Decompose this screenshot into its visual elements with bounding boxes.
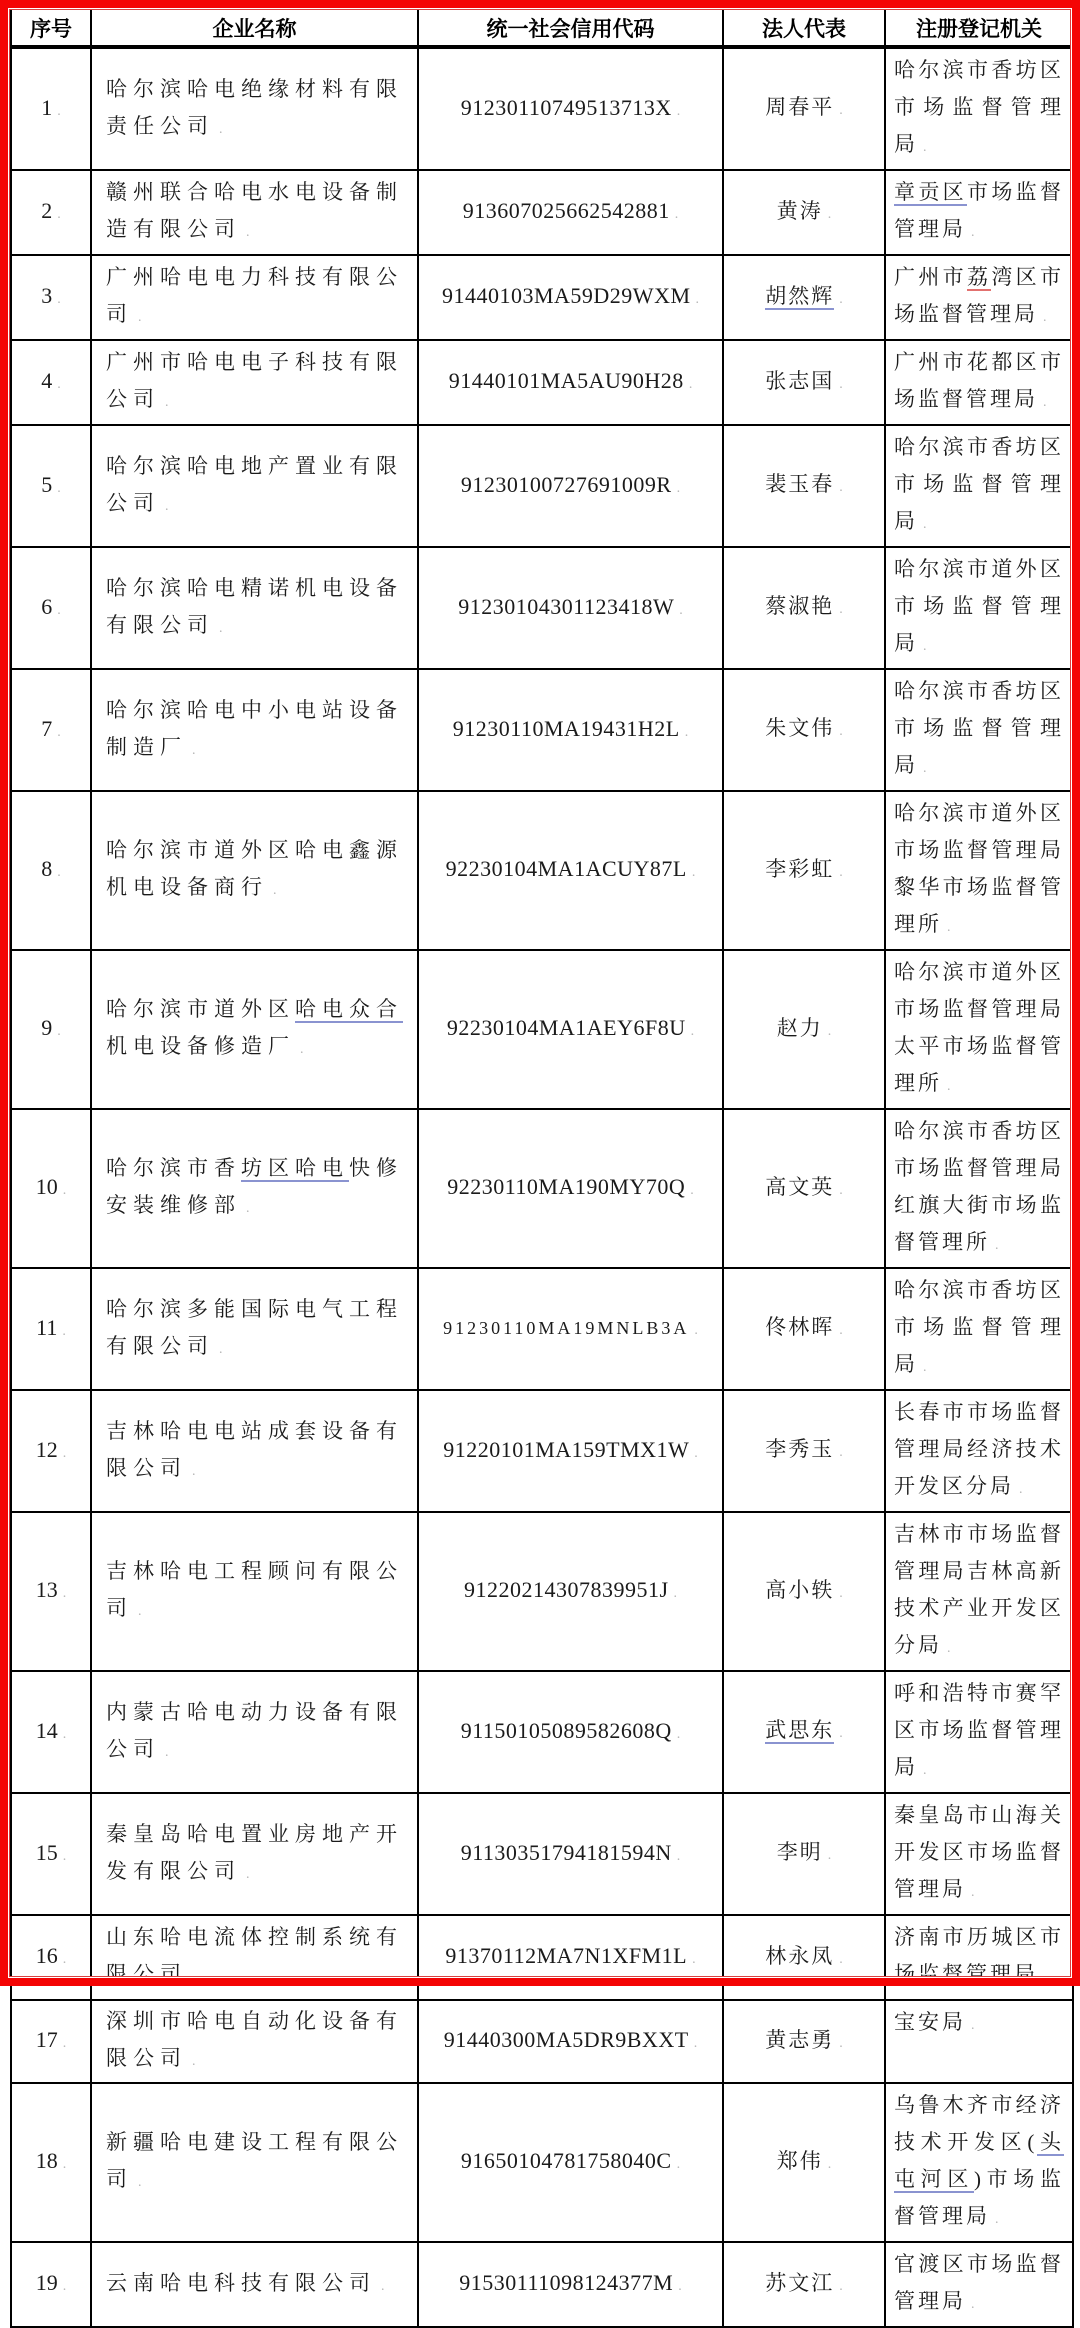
registration-authority (894, 557, 1064, 655)
company-name (106, 265, 403, 326)
registration-authority (894, 265, 1064, 326)
table-row (11, 547, 1073, 669)
cell-registration-authority (885, 950, 1073, 1109)
cell-serial-number (11, 47, 91, 170)
serial-number: 15 . (36, 1840, 67, 1865)
text-segment: 郑伟 (776, 2148, 823, 2173)
cell-legal-representative (723, 1512, 885, 1671)
text-segment: 广州市哈电电子科技有限公司 (106, 350, 403, 411)
text-segment: 哈尔滨哈电中小电站设备制造厂 (106, 697, 403, 759)
cell-serial-number (11, 1512, 91, 1671)
cell-serial-number (11, 1390, 91, 1512)
company-name (106, 350, 403, 411)
cell-credit-code (418, 547, 723, 669)
text-segment: 高文英 (765, 1174, 835, 1199)
cell-serial-number (11, 669, 91, 791)
cell-legal-representative (723, 2242, 885, 2327)
text-segment: 林永凤 (765, 1943, 835, 1968)
table-row (11, 791, 1073, 950)
table-row (11, 950, 1073, 1109)
text-segment: 宝安局 (894, 2010, 966, 2034)
cell-legal-representative (723, 2083, 885, 2242)
text-segment: 哈尔滨市香坊区市场监督管理局 (894, 679, 1064, 777)
cell-serial-number (11, 547, 91, 669)
column-header-3: 法人代表 (723, 9, 885, 47)
text-segment: 广州市花都区市场监督管理局 (894, 350, 1064, 411)
column-header-4: 注册登记机关 (885, 9, 1073, 47)
text-segment: 李明 (776, 1840, 823, 1864)
credit-code: 91230110749513713X . (461, 95, 681, 120)
legal-representative (765, 1315, 843, 1339)
cell-registration-authority (885, 2242, 1073, 2327)
credit-code: 91230100727691009R . (461, 472, 680, 497)
cell-registration-authority (885, 1671, 1073, 1793)
legal-representative (765, 1944, 843, 1968)
registration-authority (894, 2252, 1064, 2313)
cell-registration-authority (885, 47, 1073, 170)
cell-registration-authority (885, 791, 1073, 950)
cell-company-name (91, 950, 418, 1109)
text-segment: 秦皇岛市山海关开发区市场监督管理局 (894, 1803, 1064, 1901)
underlined-text-segment: 武思东 (765, 1718, 835, 1742)
credit-code: 91220214307839951J . (464, 1577, 677, 1602)
cell-serial-number (11, 170, 91, 255)
cell-credit-code (418, 1109, 723, 1268)
cell-credit-code (418, 791, 723, 950)
serial-number: 11 . (36, 1315, 66, 1340)
underlined-text-segment: 哈电众合 (295, 997, 403, 1021)
cell-serial-number (11, 2000, 91, 2083)
legal-representative (765, 284, 843, 308)
registration-authority (894, 180, 1064, 241)
cell-serial-number (11, 1915, 91, 2000)
text-segment: 哈尔滨市道外区市场监督管理局太平市场监督管理所 (894, 960, 1064, 1095)
credit-code: 91530111098124377M . (459, 2270, 681, 2295)
text-segment: 深圳市哈电自动化设备有限公司 (106, 2009, 403, 2070)
table-header-row (11, 9, 1073, 47)
text-segment: 吉林哈电工程顾问有限公司 (106, 1559, 403, 1620)
text-segment: 湾区市场监督管理局 (894, 265, 1065, 326)
company-name (106, 1419, 403, 1480)
credit-code: 91370112MA7N1XFM1L . (445, 1943, 695, 1968)
text-segment: 赣州联合哈电水电设备制造有限公司 (106, 180, 403, 241)
text-segment: 哈尔滨市道外区哈电鑫源机电设备商行 (106, 838, 403, 899)
registration-authority (894, 1925, 1064, 1986)
credit-code: 91440300MA5DR9BXXT . (444, 2027, 697, 2052)
legal-representative (765, 2028, 843, 2052)
legal-representative (765, 1718, 843, 1742)
underlined-text-segment: 章贡区 (894, 180, 967, 204)
text-segment: 哈尔滨市香坊区市场监督管理局 (894, 58, 1064, 156)
text-segment: 济南市历城区市场监督管理局 (894, 1925, 1064, 1986)
text-segment: 机电设备修造厂 (106, 1034, 295, 1058)
cell-legal-representative (723, 340, 885, 425)
table-row (11, 255, 1073, 340)
text-segment: 哈尔滨哈电地产置业有限公司 (106, 453, 403, 515)
legal-representative (765, 594, 843, 618)
table-row (11, 1109, 1073, 1268)
column-header-1: 企业名称 (91, 9, 418, 47)
legal-representative (777, 199, 832, 223)
legal-representative (765, 369, 843, 393)
underlined-text-segment: 荔 (967, 265, 992, 289)
text-segment: 快修安装维修部 (106, 1156, 403, 1217)
cell-credit-code (418, 340, 723, 425)
legal-representative (765, 472, 843, 496)
serial-number: 8 . (41, 856, 61, 881)
credit-code: 91230110MA19431H2L . (453, 716, 688, 741)
cell-credit-code (418, 1512, 723, 1671)
cell-registration-authority (885, 1268, 1073, 1390)
company-name (106, 180, 403, 241)
cell-company-name (91, 1390, 418, 1512)
text-segment: 乌鲁木齐市经济技术开发区( (894, 2093, 1064, 2154)
cell-registration-authority (885, 170, 1073, 255)
text-segment: 广州哈电电力科技有限公司 (106, 265, 403, 326)
cell-company-name (91, 669, 418, 791)
company-name (106, 576, 403, 637)
text-segment: 市场监督管理局 (894, 180, 1064, 241)
table-row (11, 1390, 1073, 1512)
cell-company-name (91, 547, 418, 669)
column-header-0: 序号 (11, 9, 91, 47)
serial-number: 2 . (41, 198, 61, 223)
cell-company-name (91, 791, 418, 950)
serial-number: 5 . (41, 472, 61, 497)
cell-serial-number (11, 791, 91, 950)
table-row (11, 170, 1073, 255)
serial-number: 1 . (41, 95, 61, 120)
cell-credit-code (418, 669, 723, 791)
cell-company-name (91, 1915, 418, 2000)
serial-number: 18 . (36, 2148, 67, 2173)
text-segment: 高小轶 (765, 1577, 835, 1602)
company-name (106, 2271, 385, 2295)
cell-credit-code (418, 1671, 723, 1793)
cell-registration-authority (885, 1109, 1073, 1268)
credit-code: 913607025662542881 . (463, 198, 679, 223)
company-name (106, 2130, 403, 2191)
cell-company-name (91, 2000, 418, 2083)
registration-authority (894, 1522, 1064, 1657)
registration-authority (894, 801, 1064, 936)
company-name (106, 1156, 403, 1217)
serial-number: 7 . (41, 716, 61, 741)
cell-legal-representative (723, 791, 885, 950)
company-name (106, 1822, 403, 1883)
cell-registration-authority (885, 547, 1073, 669)
company-name (106, 1700, 403, 1761)
table-row (11, 425, 1073, 547)
registration-authority (894, 1681, 1064, 1779)
credit-code: 91230104301123418W . (458, 594, 682, 619)
cell-company-name (91, 1793, 418, 1915)
registration-authority (894, 58, 1064, 156)
credit-code: 91440103MA59D29WXM . (442, 283, 699, 308)
text-segment: 黄涛 (776, 198, 823, 223)
text-segment: 哈尔滨市香 (106, 1156, 241, 1180)
cell-serial-number (11, 1109, 91, 1268)
cell-legal-representative (723, 2000, 885, 2083)
text-segment: 哈尔滨市香坊区市场监督管理局 (894, 1278, 1064, 1376)
registration-authority (894, 1803, 1064, 1901)
company-name (106, 1297, 403, 1358)
cell-serial-number (11, 1793, 91, 1915)
cell-serial-number (11, 1671, 91, 1793)
table-row (11, 1268, 1073, 1390)
registration-authority (894, 1400, 1064, 1498)
column-header-2: 统一社会信用代码 (418, 9, 723, 47)
serial-number: 10 . (36, 1174, 67, 1199)
text-segment: 张志国 (765, 368, 835, 393)
cell-company-name (91, 47, 418, 170)
registration-authority (894, 1119, 1064, 1254)
company-name (106, 997, 403, 1058)
legal-representative (765, 2271, 843, 2295)
credit-code: 91130351794181594N . (461, 1840, 681, 1865)
cell-registration-authority (885, 255, 1073, 340)
cell-registration-authority (885, 1793, 1073, 1915)
cell-credit-code (418, 255, 723, 340)
cell-serial-number (11, 255, 91, 340)
serial-number: 9 . (41, 1015, 61, 1040)
registration-authority (894, 2010, 975, 2034)
text-segment: 周春平 (765, 95, 835, 119)
cell-company-name (91, 1109, 418, 1268)
cell-registration-authority (885, 2083, 1073, 2242)
cell-legal-representative (723, 1671, 885, 1793)
cell-serial-number (11, 340, 91, 425)
text-segment: 苏文江 (765, 2270, 835, 2295)
cell-company-name (91, 1671, 418, 1793)
cell-credit-code (418, 2000, 723, 2083)
table-row (11, 1915, 1073, 2000)
table-row (11, 1793, 1073, 1915)
text-segment: 赵力 (776, 1015, 823, 1040)
text-segment: 云南哈电科技有限公司 (106, 2270, 376, 2295)
text-segment: 裴玉春 (765, 472, 835, 496)
table-row (11, 2083, 1073, 2242)
serial-number: 12 . (36, 1437, 67, 1462)
cell-registration-authority (885, 2000, 1073, 2083)
cell-serial-number (11, 2083, 91, 2242)
registration-authority (894, 960, 1064, 1095)
company-name (106, 838, 403, 899)
legal-representative (777, 1016, 832, 1040)
text-segment: 哈尔滨哈电绝缘材料有限责任公司 (106, 76, 403, 138)
cell-credit-code (418, 1915, 723, 2000)
text-segment: 官渡区市场监督管理局 (894, 2252, 1064, 2313)
text-segment: 广州市 (894, 265, 967, 289)
legal-representative (765, 1175, 843, 1199)
registration-authority (894, 679, 1064, 777)
registration-authority (894, 435, 1064, 533)
cell-credit-code (418, 47, 723, 170)
underlined-text-segment: 坊区哈电 (241, 1156, 349, 1180)
serial-number: 6 . (41, 594, 61, 619)
cell-credit-code (418, 950, 723, 1109)
company-name (106, 454, 403, 515)
text-segment: 哈尔滨市香坊区市场监督管理局红旗大街市场监督管理所 (894, 1119, 1064, 1254)
table-row (11, 1512, 1073, 1671)
credit-code: 92230104MA1ACUY87L . (446, 856, 696, 881)
cell-legal-representative (723, 170, 885, 255)
company-name (106, 698, 403, 759)
cell-registration-authority (885, 1915, 1073, 2000)
text-segment: 吉林哈电电站成套设备有限公司 (106, 1418, 403, 1480)
credit-code: 91220101MA159TMX1W . (443, 1437, 698, 1462)
cell-credit-code (418, 1793, 723, 1915)
text-segment: 长春市市场监督管理局经济技术开发区分局 (894, 1400, 1064, 1498)
text-segment: 秦皇岛哈电置业房地产开发有限公司 (106, 1821, 403, 1883)
serial-number: 4 . (41, 368, 61, 393)
cell-credit-code (418, 2242, 723, 2327)
legal-representative (777, 1840, 832, 1864)
cell-credit-code (418, 1390, 723, 1512)
legal-representative (765, 716, 843, 740)
cell-serial-number (11, 1268, 91, 1390)
text-segment: 李秀玉 (765, 1437, 835, 1461)
text-segment: 哈尔滨哈电精诺机电设备有限公司 (106, 575, 403, 637)
cell-credit-code (418, 170, 723, 255)
text-segment: 哈尔滨市道外区市场监督管理局 (894, 557, 1064, 655)
cell-credit-code (418, 1268, 723, 1390)
cell-registration-authority (885, 669, 1073, 791)
text-segment: )市场监督管理局 (894, 2167, 1064, 2228)
cell-legal-representative (723, 669, 885, 791)
cell-legal-representative (723, 425, 885, 547)
legal-representative (765, 95, 843, 119)
cell-legal-representative (723, 1793, 885, 1915)
company-name (106, 1925, 403, 1986)
registration-authority (894, 1278, 1064, 1376)
company-name (106, 2009, 403, 2070)
text-segment: 哈尔滨市道外区 (106, 997, 295, 1021)
cell-company-name (91, 1512, 418, 1671)
text-segment: 朱文伟 (765, 716, 835, 740)
serial-number: 3 . (41, 283, 61, 308)
cell-company-name (91, 255, 418, 340)
text-segment: 内蒙古哈电动力设备有限公司 (106, 1699, 403, 1761)
cell-credit-code (418, 425, 723, 547)
serial-number: 14 . (36, 1718, 67, 1743)
cell-legal-representative (723, 1390, 885, 1512)
text-segment: 哈尔滨市道外区市场监督管理局黎华市场监督管理所 (894, 801, 1064, 936)
cell-registration-authority (885, 340, 1073, 425)
table-row (11, 2242, 1073, 2327)
legal-representative (765, 857, 843, 881)
company-registry-table (10, 8, 1074, 2328)
registration-authority (894, 2093, 1064, 2228)
cell-company-name (91, 2083, 418, 2242)
text-segment: 山东哈电流体控制系统有限公司 (106, 1925, 403, 1986)
text-segment: 吉林市市场监督管理局吉林高新技术产业开发区分局 (894, 1522, 1064, 1657)
credit-code: 91650104781758040C . (461, 2148, 680, 2173)
registration-authority (894, 350, 1064, 411)
cell-legal-representative (723, 547, 885, 669)
serial-number: 19 . (36, 2270, 67, 2295)
cell-serial-number (11, 2242, 91, 2327)
underlined-text-segment: 头屯河区 (894, 2130, 1064, 2191)
text-segment: 黄志勇 (765, 2027, 835, 2052)
cell-legal-representative (723, 255, 885, 340)
cell-registration-authority (885, 1512, 1073, 1671)
text-segment: 蔡淑艳 (765, 594, 835, 618)
cell-registration-authority (885, 425, 1073, 547)
cell-legal-representative (723, 950, 885, 1109)
text-segment: 哈尔滨多能国际电气工程有限公司 (106, 1296, 403, 1358)
underlined-text-segment: 胡然辉 (765, 283, 835, 308)
text-segment: 李彩虹 (765, 856, 835, 881)
cell-credit-code (418, 2083, 723, 2242)
cell-company-name (91, 2242, 418, 2327)
serial-number: 17 . (36, 2027, 67, 2052)
cell-company-name (91, 170, 418, 255)
credit-code: 92230104MA1AEY6F8U . (447, 1015, 694, 1040)
legal-representative (765, 1437, 843, 1461)
credit-code: 91150105089582608Q . (461, 1718, 681, 1743)
cell-company-name (91, 1268, 418, 1390)
text-segment: 佟林晖 (765, 1315, 835, 1339)
legal-representative (777, 2149, 832, 2173)
credit-code: 91440101MA5AU90H28 . (449, 368, 693, 393)
table-row (11, 47, 1073, 170)
cell-serial-number (11, 425, 91, 547)
cell-serial-number (11, 950, 91, 1109)
text-segment: 哈尔滨市香坊区市场监督管理局 (894, 435, 1064, 533)
company-name (106, 1559, 403, 1620)
serial-number: 13 . (36, 1577, 67, 1602)
company-name (106, 77, 403, 138)
cell-company-name (91, 340, 418, 425)
cell-registration-authority (885, 1390, 1073, 1512)
serial-number: 16 . (36, 1943, 67, 1968)
credit-code: 91230110MA19MNLB3A . (443, 1318, 698, 1338)
cell-legal-representative (723, 1109, 885, 1268)
table-row (11, 2000, 1073, 2083)
legal-representative (765, 1578, 843, 1602)
table-row (11, 340, 1073, 425)
table-row (11, 1671, 1073, 1793)
table-row (11, 669, 1073, 791)
credit-code: 92230110MA190MY70Q . (447, 1174, 693, 1199)
cell-legal-representative (723, 47, 885, 170)
text-segment: 新疆哈电建设工程有限公司 (106, 2130, 403, 2191)
cell-legal-representative (723, 1915, 885, 2000)
text-segment: 呼和浩特市赛罕区市场监督管理局 (894, 1681, 1064, 1779)
cell-legal-representative (723, 1268, 885, 1390)
cell-company-name (91, 425, 418, 547)
